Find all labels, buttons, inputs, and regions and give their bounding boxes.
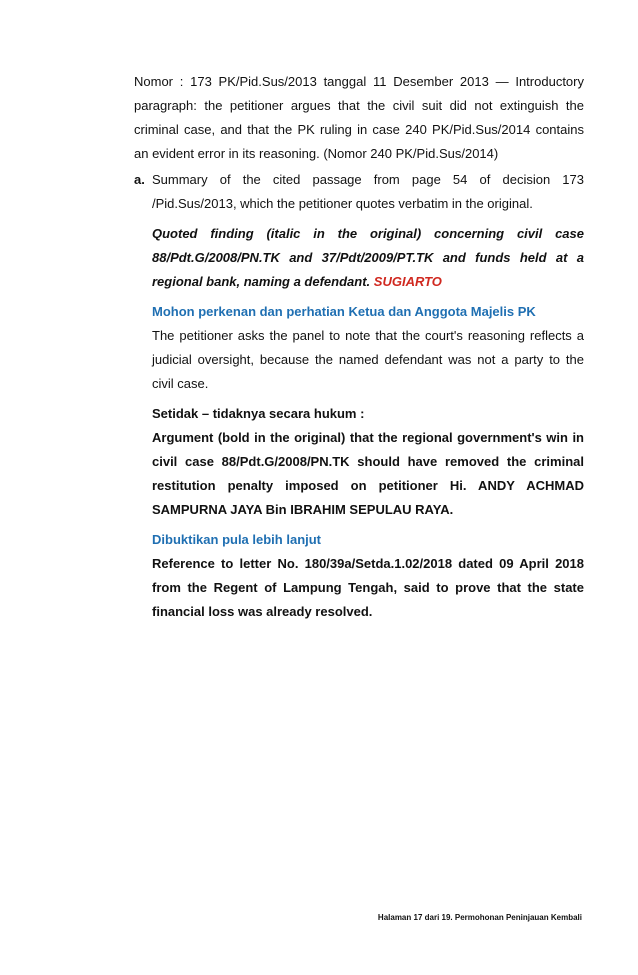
item-a-named-person: SUGIARTO	[373, 274, 442, 289]
petition-heading: Mohon perkenan dan perhatian Ketua dan Anggota Majelis PK	[152, 304, 536, 319]
page-body	[134, 70, 584, 624]
item-a-quote-summary	[152, 222, 584, 294]
legal-point-summary: Argument (bold in the original) that the regional government's win in civil case 88/Pdt.G/2008/PN.TK should have removed the criminal restitution penalty imposed on petitioner Hi. ANDY ACHMAD SAMPURNA JAYA Bin IBRAHIM SEPULAU RAYA.	[152, 430, 584, 517]
further-proof-summary: Reference to letter No. 180/39a/Setda.1.02/2018 dated 09 April 2018 from the Regent of Lampung Tengah, said to prove that the state financial loss was already resolved.	[152, 556, 584, 619]
item-a-quote-text: Quoted finding (italic in the original) concerning civil case 88/Pdt.G/2008/PN.TK and 37/Pdt/2009/PT.TK and funds held at a regional bank, naming a defendant.	[152, 226, 584, 289]
page-footer: Halaman 17 dari 19. Permohonan Peninjauan Kembali	[377, 913, 582, 922]
further-proof-heading: Dibuktikan pula lebih lanjut	[152, 532, 322, 547]
list-marker-a: a.	[134, 172, 145, 187]
intro-summary: Introductory paragraph: the petitioner argues that the civil suit did not extinguish the criminal case, and that the PK ruling in case 240 PK/Pid.Sus/2014 contains an evident error in its reasoning.	[134, 74, 584, 161]
list-item-a	[134, 168, 584, 624]
intro-cited-case: Nomor 240 PK/Pid.Sus/2014	[327, 146, 494, 161]
intro-case-ref: Nomor : 173 PK/Pid.Sus/2013 tanggal 11 Desember 2013	[134, 74, 489, 89]
legal-point-heading: Setidak – tidaknya secara hukum :	[152, 406, 365, 421]
intro-paragraph: Nomor : 173 PK/Pid.Sus/2013 tanggal 11 Desember 2013 — Introductory paragraph: the petitioner argues that the civil suit did not extinguish the criminal case, and that the PK ruling in case 240 PK/Pid.Sus/2014 contains an evident error in its reasoning. (Nomor 240 PK/Pid.Sus/2014)	[134, 74, 584, 161]
petition-summary: The petitioner asks the panel to note that the court's reasoning reflects a judicial oversight, because the named defendant was not a party to the civil case.	[152, 328, 584, 391]
item-a-lead: Summary of the cited passage from page 54 of decision 173 /Pid.Sus/2013, which the petitioner quotes verbatim in the original.	[152, 172, 584, 211]
